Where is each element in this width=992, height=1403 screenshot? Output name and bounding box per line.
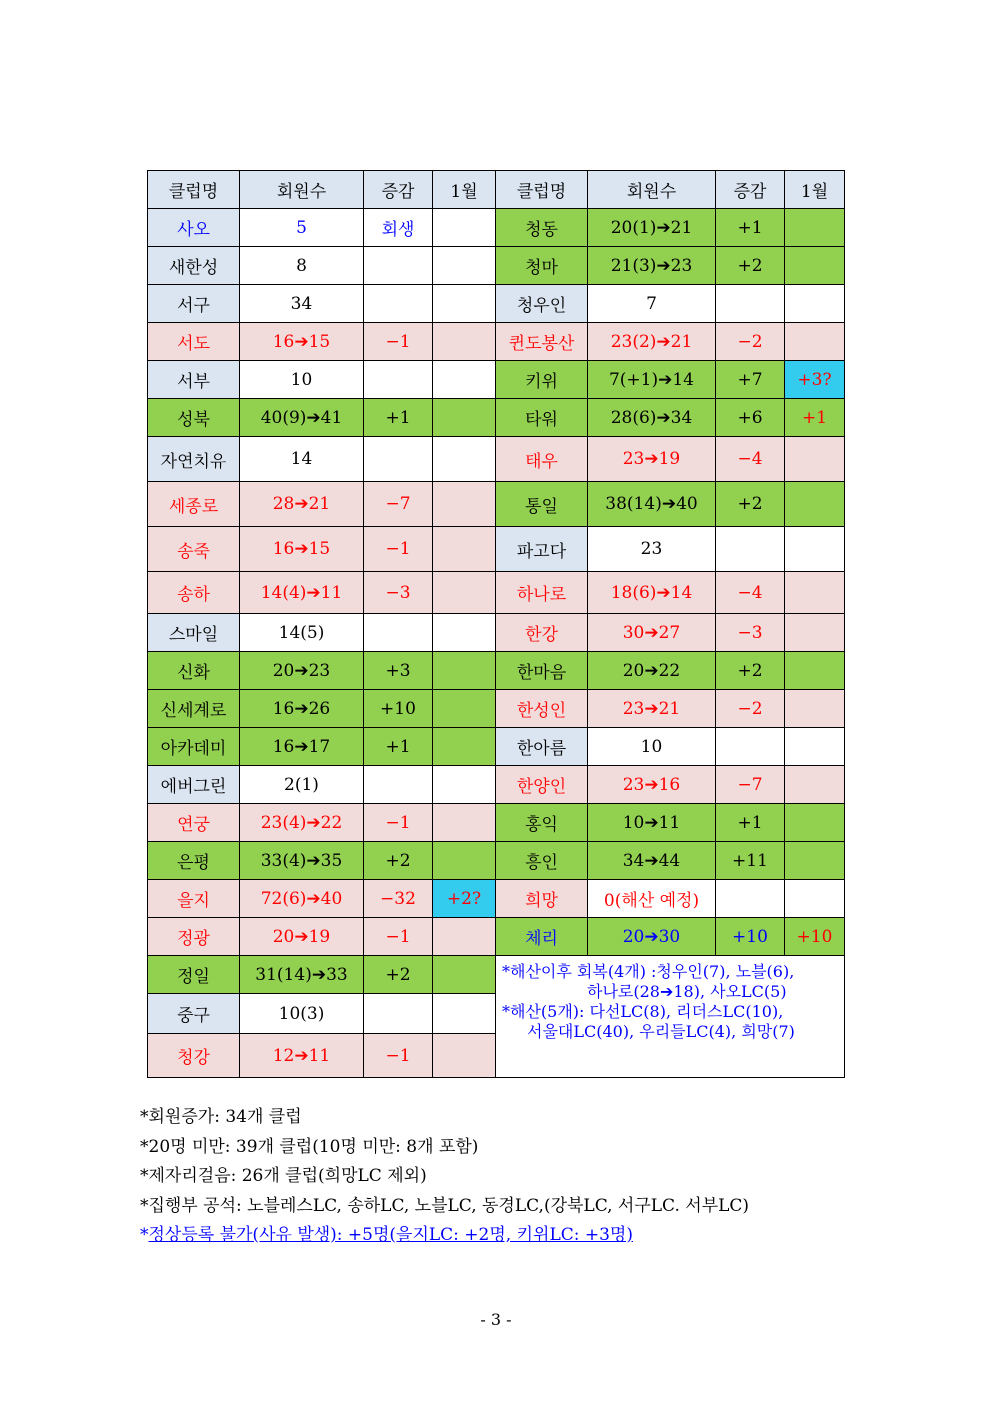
members-cell: 16➔15 [240, 323, 364, 361]
members-cell: 8 [240, 247, 364, 285]
members-cell: 10➔11 [588, 804, 716, 842]
club-membership-table [147, 170, 845, 1078]
members-cell: 38(14)➔40 [588, 482, 716, 527]
club-name-cell: 통일 [496, 482, 588, 527]
january-cell [785, 804, 845, 842]
header-change: 증감 [716, 171, 785, 209]
table-row [148, 247, 845, 285]
members-cell: 20➔22 [588, 652, 716, 690]
change-cell: −1 [364, 804, 433, 842]
change-cell [364, 285, 433, 323]
club-name-cell: 홍익 [496, 804, 588, 842]
club-name-cell: 자연치유 [148, 437, 240, 482]
members-cell: 14(4)➔11 [240, 572, 364, 614]
club-name-cell: 한마음 [496, 652, 588, 690]
table-row [148, 956, 845, 994]
registration-note: 정상등록 불가(사유 발생): +5명(을지LC: +2명, 키위LC: +3명) [148, 1225, 633, 1245]
change-cell: −4 [716, 572, 785, 614]
january-cell [433, 209, 496, 247]
summary-notes [140, 1103, 749, 1251]
january-cell [433, 399, 496, 437]
club-name-cell: 정광 [148, 918, 240, 956]
table-row [148, 690, 845, 728]
members-cell: 20➔19 [240, 918, 364, 956]
club-name-cell: 파고다 [496, 527, 588, 572]
summary-line-registration [140, 1221, 749, 1251]
january-cell: +2? [433, 880, 496, 918]
club-name-cell: 하나로 [496, 572, 588, 614]
change-cell: +1 [716, 804, 785, 842]
january-cell [433, 804, 496, 842]
club-name-cell: 신화 [148, 652, 240, 690]
club-name-cell: 희망 [496, 880, 588, 918]
club-name-cell: 정일 [148, 956, 240, 994]
table-row [148, 918, 845, 956]
january-cell [785, 527, 845, 572]
january-cell [433, 361, 496, 399]
header-club-name: 클럽명 [496, 171, 588, 209]
change-cell [364, 361, 433, 399]
january-cell [785, 247, 845, 285]
table-row [148, 285, 845, 323]
january-cell [785, 690, 845, 728]
change-cell: +2 [364, 842, 433, 880]
members-cell: 72(6)➔40 [240, 880, 364, 918]
change-cell: +2 [716, 482, 785, 527]
club-name-cell: 서구 [148, 285, 240, 323]
change-cell [364, 614, 433, 652]
members-cell: 23(2)➔21 [588, 323, 716, 361]
january-cell [433, 842, 496, 880]
club-name-cell: 서부 [148, 361, 240, 399]
members-cell: 16➔15 [240, 527, 364, 572]
january-cell [785, 880, 845, 918]
change-cell: −1 [364, 527, 433, 572]
table-header-row [148, 171, 845, 209]
january-cell [433, 323, 496, 361]
table-row [148, 652, 845, 690]
january-cell [433, 527, 496, 572]
january-cell [785, 437, 845, 482]
club-name-cell: 새한성 [148, 247, 240, 285]
members-cell: 20(1)➔21 [588, 209, 716, 247]
summary-line: *회원증가: 34개 클럽 [140, 1107, 302, 1127]
members-cell: 12➔11 [240, 1034, 364, 1078]
members-cell: 30➔27 [588, 614, 716, 652]
january-cell [433, 766, 496, 804]
table-row [148, 209, 845, 247]
january-cell [433, 994, 496, 1034]
club-name-cell: 한강 [496, 614, 588, 652]
club-name-cell: 청강 [148, 1034, 240, 1078]
change-cell: −2 [716, 323, 785, 361]
change-cell: −3 [364, 572, 433, 614]
january-cell [785, 572, 845, 614]
january-cell [785, 842, 845, 880]
january-cell [433, 247, 496, 285]
club-name-cell: 송하 [148, 572, 240, 614]
members-cell: 20➔23 [240, 652, 364, 690]
change-cell: −1 [364, 323, 433, 361]
table-row [148, 880, 845, 918]
table-row [148, 614, 845, 652]
change-cell: +2 [716, 247, 785, 285]
change-cell: +3 [364, 652, 433, 690]
table-row [148, 804, 845, 842]
january-cell [433, 652, 496, 690]
change-cell [364, 437, 433, 482]
club-name-cell: 성북 [148, 399, 240, 437]
january-cell [433, 690, 496, 728]
table-row [148, 361, 845, 399]
header-january: 1월 [433, 171, 496, 209]
change-cell: +2 [364, 956, 433, 994]
change-cell: +2 [716, 652, 785, 690]
january-cell [433, 728, 496, 766]
change-cell: −1 [364, 918, 433, 956]
change-cell: −4 [716, 437, 785, 482]
club-name-cell: 태우 [496, 437, 588, 482]
members-cell: 23➔19 [588, 437, 716, 482]
members-cell: 16➔17 [240, 728, 364, 766]
members-cell: 2(1) [240, 766, 364, 804]
members-cell: 23 [588, 527, 716, 572]
members-cell: 20➔30 [588, 918, 716, 956]
members-cell: 16➔26 [240, 690, 364, 728]
header-club-name: 클럽명 [148, 171, 240, 209]
change-cell: +11 [716, 842, 785, 880]
members-cell: 7(+1)➔14 [588, 361, 716, 399]
note-line: 서울대LC(40), 우리들LC(4), 희망(7) [527, 1022, 795, 1041]
january-cell [433, 614, 496, 652]
club-name-cell: 한양인 [496, 766, 588, 804]
members-cell: 31(14)➔33 [240, 956, 364, 994]
note-line: 하나로(28➔18), 사오LC(5) [587, 982, 787, 1001]
january-cell: +3? [785, 361, 845, 399]
table-row [148, 842, 845, 880]
members-cell: 23(4)➔22 [240, 804, 364, 842]
summary-line: *집행부 공석: 노블레스LC, 송하LC, 노블LC, 동경LC,(강북LC, 서구LC. 서부LC) [140, 1195, 750, 1216]
january-cell [785, 652, 845, 690]
change-cell: +1 [716, 209, 785, 247]
january-cell: +10 [785, 918, 845, 956]
change-cell: 회생 [364, 209, 433, 247]
club-name-cell: 퀸도봉산 [496, 323, 588, 361]
club-name-cell: 세종로 [148, 482, 240, 527]
members-cell: 21(3)➔23 [588, 247, 716, 285]
table-row [148, 482, 845, 527]
change-cell [364, 766, 433, 804]
january-cell [785, 482, 845, 527]
club-name-cell: 연궁 [148, 804, 240, 842]
change-cell [716, 880, 785, 918]
members-cell: 23➔21 [588, 690, 716, 728]
club-name-cell: 스마일 [148, 614, 240, 652]
members-cell: 10 [588, 728, 716, 766]
january-cell: +1 [785, 399, 845, 437]
change-cell: +6 [716, 399, 785, 437]
club-name-cell: 은평 [148, 842, 240, 880]
members-cell: 23➔16 [588, 766, 716, 804]
members-cell: 34 [240, 285, 364, 323]
members-cell: 5 [240, 209, 364, 247]
club-name-cell: 한아름 [496, 728, 588, 766]
january-cell [785, 323, 845, 361]
january-cell [785, 209, 845, 247]
january-cell [433, 572, 496, 614]
note-line: *해산이후 회복(4개) :청우인(7), 노블(6), [502, 962, 795, 981]
page-number: - 3 - [480, 1310, 512, 1329]
change-cell: +7 [716, 361, 785, 399]
members-cell: 7 [588, 285, 716, 323]
january-cell [433, 285, 496, 323]
table-row [148, 728, 845, 766]
members-cell: 10(3) [240, 994, 364, 1034]
change-cell [364, 247, 433, 285]
note-line: *해산(5개): 다선LC(8), 리더스LC(10), [502, 1002, 784, 1021]
change-cell: −32 [364, 880, 433, 918]
bullet-mark: * [140, 1225, 149, 1245]
header-january: 1월 [785, 171, 845, 209]
members-cell: 28➔21 [240, 482, 364, 527]
january-cell [785, 614, 845, 652]
change-cell: +1 [364, 728, 433, 766]
club-name-cell: 사오 [148, 209, 240, 247]
table-row [148, 399, 845, 437]
january-cell [785, 285, 845, 323]
table-row [148, 323, 845, 361]
change-cell: −2 [716, 690, 785, 728]
members-cell: 18(6)➔14 [588, 572, 716, 614]
change-cell [716, 527, 785, 572]
change-cell: −7 [716, 766, 785, 804]
club-name-cell: 청우인 [496, 285, 588, 323]
members-cell: 33(4)➔35 [240, 842, 364, 880]
table-row [148, 437, 845, 482]
change-cell [716, 728, 785, 766]
change-cell: −3 [716, 614, 785, 652]
club-name-cell: 한성인 [496, 690, 588, 728]
club-name-cell: 중구 [148, 994, 240, 1034]
header-change: 증감 [364, 171, 433, 209]
members-cell: 34➔44 [588, 842, 716, 880]
members-cell: 0(해산 예정) [588, 880, 716, 918]
change-cell: −7 [364, 482, 433, 527]
january-cell [433, 482, 496, 527]
club-name-cell: 청마 [496, 247, 588, 285]
club-name-cell: 서도 [148, 323, 240, 361]
summary-line: *제자리걸음: 26개 클럽(희망LC 제외) [140, 1166, 427, 1186]
header-members: 회원수 [588, 171, 716, 209]
change-cell: +10 [716, 918, 785, 956]
change-cell: +1 [364, 399, 433, 437]
club-name-cell: 타워 [496, 399, 588, 437]
change-cell [716, 285, 785, 323]
members-cell: 28(6)➔34 [588, 399, 716, 437]
members-cell: 10 [240, 361, 364, 399]
dissolution-notes [496, 956, 845, 1078]
club-name-cell: 청동 [496, 209, 588, 247]
summary-line: *20명 미만: 39개 클럽(10명 미만: 8개 포함) [140, 1136, 479, 1157]
change-cell: +10 [364, 690, 433, 728]
january-cell [433, 437, 496, 482]
club-name-cell: 체리 [496, 918, 588, 956]
club-name-cell: 에버그린 [148, 766, 240, 804]
change-cell [364, 994, 433, 1034]
club-name-cell: 송죽 [148, 527, 240, 572]
club-name-cell: 신세계로 [148, 690, 240, 728]
club-name-cell: 키위 [496, 361, 588, 399]
members-cell: 14(5) [240, 614, 364, 652]
january-cell [785, 766, 845, 804]
january-cell [433, 1034, 496, 1078]
club-name-cell: 흥인 [496, 842, 588, 880]
january-cell [433, 918, 496, 956]
table-row [148, 766, 845, 804]
club-name-cell: 을지 [148, 880, 240, 918]
january-cell [785, 728, 845, 766]
header-members: 회원수 [240, 171, 364, 209]
change-cell: −1 [364, 1034, 433, 1078]
table-row [148, 572, 845, 614]
table-row [148, 527, 845, 572]
january-cell [433, 956, 496, 994]
members-cell: 40(9)➔41 [240, 399, 364, 437]
club-name-cell: 아카데미 [148, 728, 240, 766]
members-cell: 14 [240, 437, 364, 482]
